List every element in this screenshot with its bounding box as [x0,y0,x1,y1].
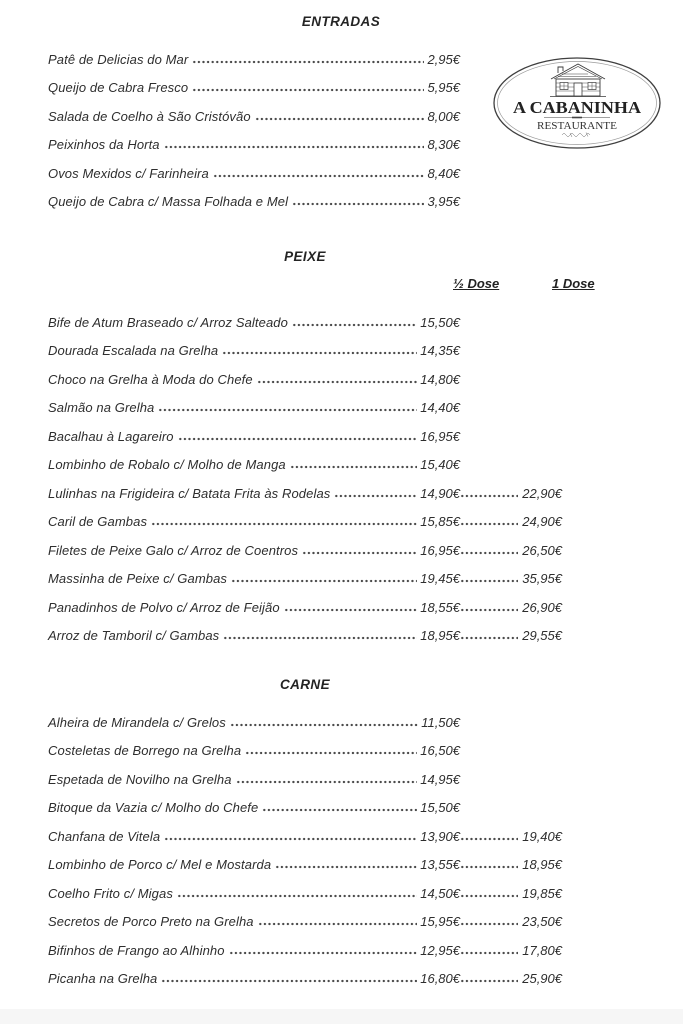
dotted-leader [231,571,417,585]
item-name: Picanha na Grelha [48,971,158,986]
menu-section-peixe [48,249,595,643]
menu-item-row [48,844,562,873]
dotted-leader [262,800,417,814]
menu-item-row [48,38,562,67]
menu-item-row [48,415,562,444]
menu-rows [48,38,562,209]
dotted-leader [290,457,417,471]
section-title-carne: CARNE [279,677,330,692]
dotted-leader [334,486,417,500]
item-name: Queijo de Cabra c/ Massa Folhada e Mel [48,194,289,209]
one-dose-column-cell [460,758,562,787]
menu-item-row [48,444,562,473]
one-dose-column-cell [460,501,562,530]
menu-item-row [48,358,562,387]
dotted-leader [460,514,518,528]
dotted-leader [178,429,418,443]
dotted-leader [255,109,425,123]
one-dose-column-cell [460,124,562,153]
price-half-dose: 15,50€ [420,800,460,815]
one-dose-column-cell [460,330,562,359]
dotted-leader [460,971,518,985]
item-name: Panadinhos de Polvo c/ Arroz de Feijão [48,599,280,615]
price-one-dose: 24,90€ [522,514,562,529]
dotted-leader [460,829,518,843]
price-one-dose: 18,95€ [522,857,562,872]
dotted-leader [230,715,418,729]
item-name: Bitoque da Vazia c/ Molho do Chefe [48,800,259,815]
dotted-leader [151,514,417,528]
price-half-dose: 14,50€ [420,885,460,901]
menu-item-row [48,901,562,930]
dotted-leader [460,943,518,957]
dotted-leader [460,886,518,900]
menu-item-row [48,558,562,587]
price-half-dose: 14,40€ [420,400,460,415]
menu-item-row [48,301,562,330]
price-one-dose: 22,90€ [522,485,562,501]
price-half-dose: 12,95€ [420,942,460,958]
dotted-leader [213,166,425,180]
menu-item-row [48,472,562,501]
dotted-leader [164,137,425,151]
dotted-leader [236,772,418,786]
dotted-leader [292,315,417,329]
price-one-dose: 17,80€ [522,942,562,958]
price-one-dose: 35,95€ [522,571,562,586]
menu-item-row [48,330,562,359]
one-dose-column-cell [460,301,562,330]
half-dose-column-header: ½ Dose [453,276,500,291]
menu-item-row [48,815,562,844]
one-dose-column-cell [460,929,562,958]
price-half-dose: 5,95€ [427,80,460,95]
menu-item-row [48,387,562,416]
price-half-dose: 14,95€ [420,771,460,787]
item-name: Peixinhos da Horta [48,137,160,152]
item-name: Bife de Atum Braseado c/ Arroz Salteado [48,314,288,330]
menu-rows [48,301,562,643]
price-half-dose: 15,85€ [420,514,460,529]
menu-rows [48,701,562,986]
dotted-leader [177,886,417,900]
dotted-leader [460,914,518,928]
item-name: Patê de Delicias do Mar [48,51,189,67]
one-dose-column-cell [460,358,562,387]
item-name: Alheira de Mirandela c/ Grelos [48,714,226,730]
item-name: Lombinho de Robalo c/ Molho de Manga [48,457,286,472]
price-half-dose: 16,50€ [420,743,460,758]
price-one-dose: 19,40€ [522,828,562,844]
price-half-dose: 16,95€ [420,428,460,444]
menu-section-entradas [48,14,562,209]
item-name: Caril de Gambas [48,514,148,529]
price-half-dose: 8,40€ [427,165,460,181]
menu-item-row [48,787,562,816]
dotted-leader [222,343,417,357]
one-dose-column-cell [460,415,562,444]
menu-item-row [48,872,562,901]
dotted-leader [257,372,418,386]
menu-item-row [48,929,562,958]
one-dose-column-cell [460,844,562,873]
section-title-entradas: ENTRADAS [301,14,381,29]
dotted-leader [460,571,518,585]
item-name: Choco na Grelha à Moda do Chefe [48,371,253,387]
dotted-leader [460,486,518,500]
one-dose-column-cell [460,38,562,67]
menu-item-row [48,615,562,644]
price-half-dose: 13,90€ [420,828,460,844]
dotted-leader [275,857,417,871]
item-name: Arroz de Tamboril c/ Gambas [48,628,220,643]
item-name: Bacalhau à Lagareiro [48,428,174,444]
item-name: Lombinho de Porco c/ Mel e Mostarda [48,857,272,872]
item-name: Bifinhos de Frango ao Alhinho [48,942,225,958]
logo-name-text: A CABANINHA [513,98,642,117]
dotted-leader [245,743,417,757]
signature-scribble [562,133,590,138]
menu-item-row [48,124,562,153]
one-dose-column-cell [460,95,562,124]
item-name: Queijo de Cabra Fresco [48,80,189,95]
one-dose-column-cell [460,558,562,587]
one-dose-column-cell [460,730,562,759]
item-name: Salmão na Grelha [48,400,155,415]
price-half-dose: 16,80€ [420,971,460,986]
price-half-dose: 16,95€ [420,542,460,558]
price-half-dose: 14,35€ [420,343,460,358]
one-dose-column-cell [460,152,562,181]
price-half-dose: 14,90€ [420,485,460,501]
one-dose-column-cell [460,586,562,615]
one-dose-column-cell [460,472,562,501]
dotted-leader [460,857,518,871]
one-dose-column-header: 1 Dose [552,276,595,291]
price-one-dose: 29,55€ [522,628,562,643]
section-title-peixe: PEIXE [284,249,326,264]
dotted-leader [229,943,418,957]
one-dose-column-cell [460,444,562,473]
price-one-dose: 26,90€ [522,599,562,615]
one-dose-column-cell [460,701,562,730]
price-half-dose: 19,45€ [420,571,460,586]
item-name: Massinha de Peixe c/ Gambas [48,571,228,586]
one-dose-column-cell [460,387,562,416]
item-name: Costeletas de Borrego na Grelha [48,743,242,758]
one-dose-column-cell [460,787,562,816]
menu-item-row [48,586,562,615]
price-half-dose: 15,40€ [420,457,460,472]
menu-item-row [48,67,562,96]
page-bottom-strip [0,1009,683,1024]
price-one-dose: 19,85€ [522,885,562,901]
item-name: Ovos Mexidos c/ Farinheira [48,165,209,181]
menu-section-carne [48,677,562,986]
dotted-leader [192,80,424,94]
dotted-leader [161,971,417,985]
menu-item-row [48,501,562,530]
item-name: Chanfana de Vitela [48,828,161,844]
price-one-dose: 26,50€ [522,542,562,558]
dotted-leader [460,600,518,614]
one-dose-column-cell [460,529,562,558]
one-dose-column-cell [460,67,562,96]
item-name: Lulinhas na Frigideira c/ Batata Frita às Rodelas [48,485,331,501]
item-name: Salada de Coelho à São Cristóvão [48,108,251,124]
one-dose-column-cell [460,615,562,644]
menu-item-row [48,529,562,558]
dotted-leader [284,600,418,614]
logo-subtitle-text: RESTAURANTE [537,121,617,132]
item-name: Filetes de Peixe Galo c/ Arroz de Coentros [48,542,299,558]
price-half-dose: 13,55€ [420,857,460,872]
dotted-leader [192,52,424,66]
dotted-leader [158,400,417,414]
dose-column-headers [48,273,595,293]
price-half-dose: 15,95€ [420,914,460,929]
menu-item-row [48,701,562,730]
price-half-dose: 18,55€ [420,599,460,615]
dotted-leader [258,914,418,928]
one-dose-column-cell [460,181,562,210]
dotted-leader [302,543,417,557]
one-dose-column-cell [460,815,562,844]
one-dose-column-cell [460,872,562,901]
price-half-dose: 3,95€ [427,194,460,209]
dotted-leader [292,194,424,208]
one-dose-column-cell [460,958,562,987]
price-half-dose: 2,95€ [427,51,460,67]
menu-item-row [48,730,562,759]
item-name: Secretos de Porco Preto na Grelha [48,914,254,929]
one-dose-column-cell [460,901,562,930]
menu-item-row [48,95,562,124]
price-half-dose: 14,80€ [420,371,460,387]
price-half-dose: 8,00€ [427,108,460,124]
dotted-leader [223,628,417,642]
dotted-leader [460,628,518,642]
menu-item-row [48,758,562,787]
dotted-leader [460,543,518,557]
price-half-dose: 11,50€ [421,714,460,730]
menu-item-row [48,958,562,987]
dotted-leader [164,829,417,843]
price-one-dose: 25,90€ [522,971,562,986]
price-half-dose: 15,50€ [420,314,460,330]
item-name: Espetada de Novilho na Grelha [48,771,232,787]
price-half-dose: 18,95€ [420,628,460,643]
price-one-dose: 23,50€ [522,914,562,929]
menu-item-row [48,181,562,210]
menu-item-row [48,152,562,181]
price-half-dose: 8,30€ [427,137,460,152]
item-name: Coelho Frito c/ Migas [48,885,173,901]
item-name: Dourada Escalada na Grelha [48,343,219,358]
